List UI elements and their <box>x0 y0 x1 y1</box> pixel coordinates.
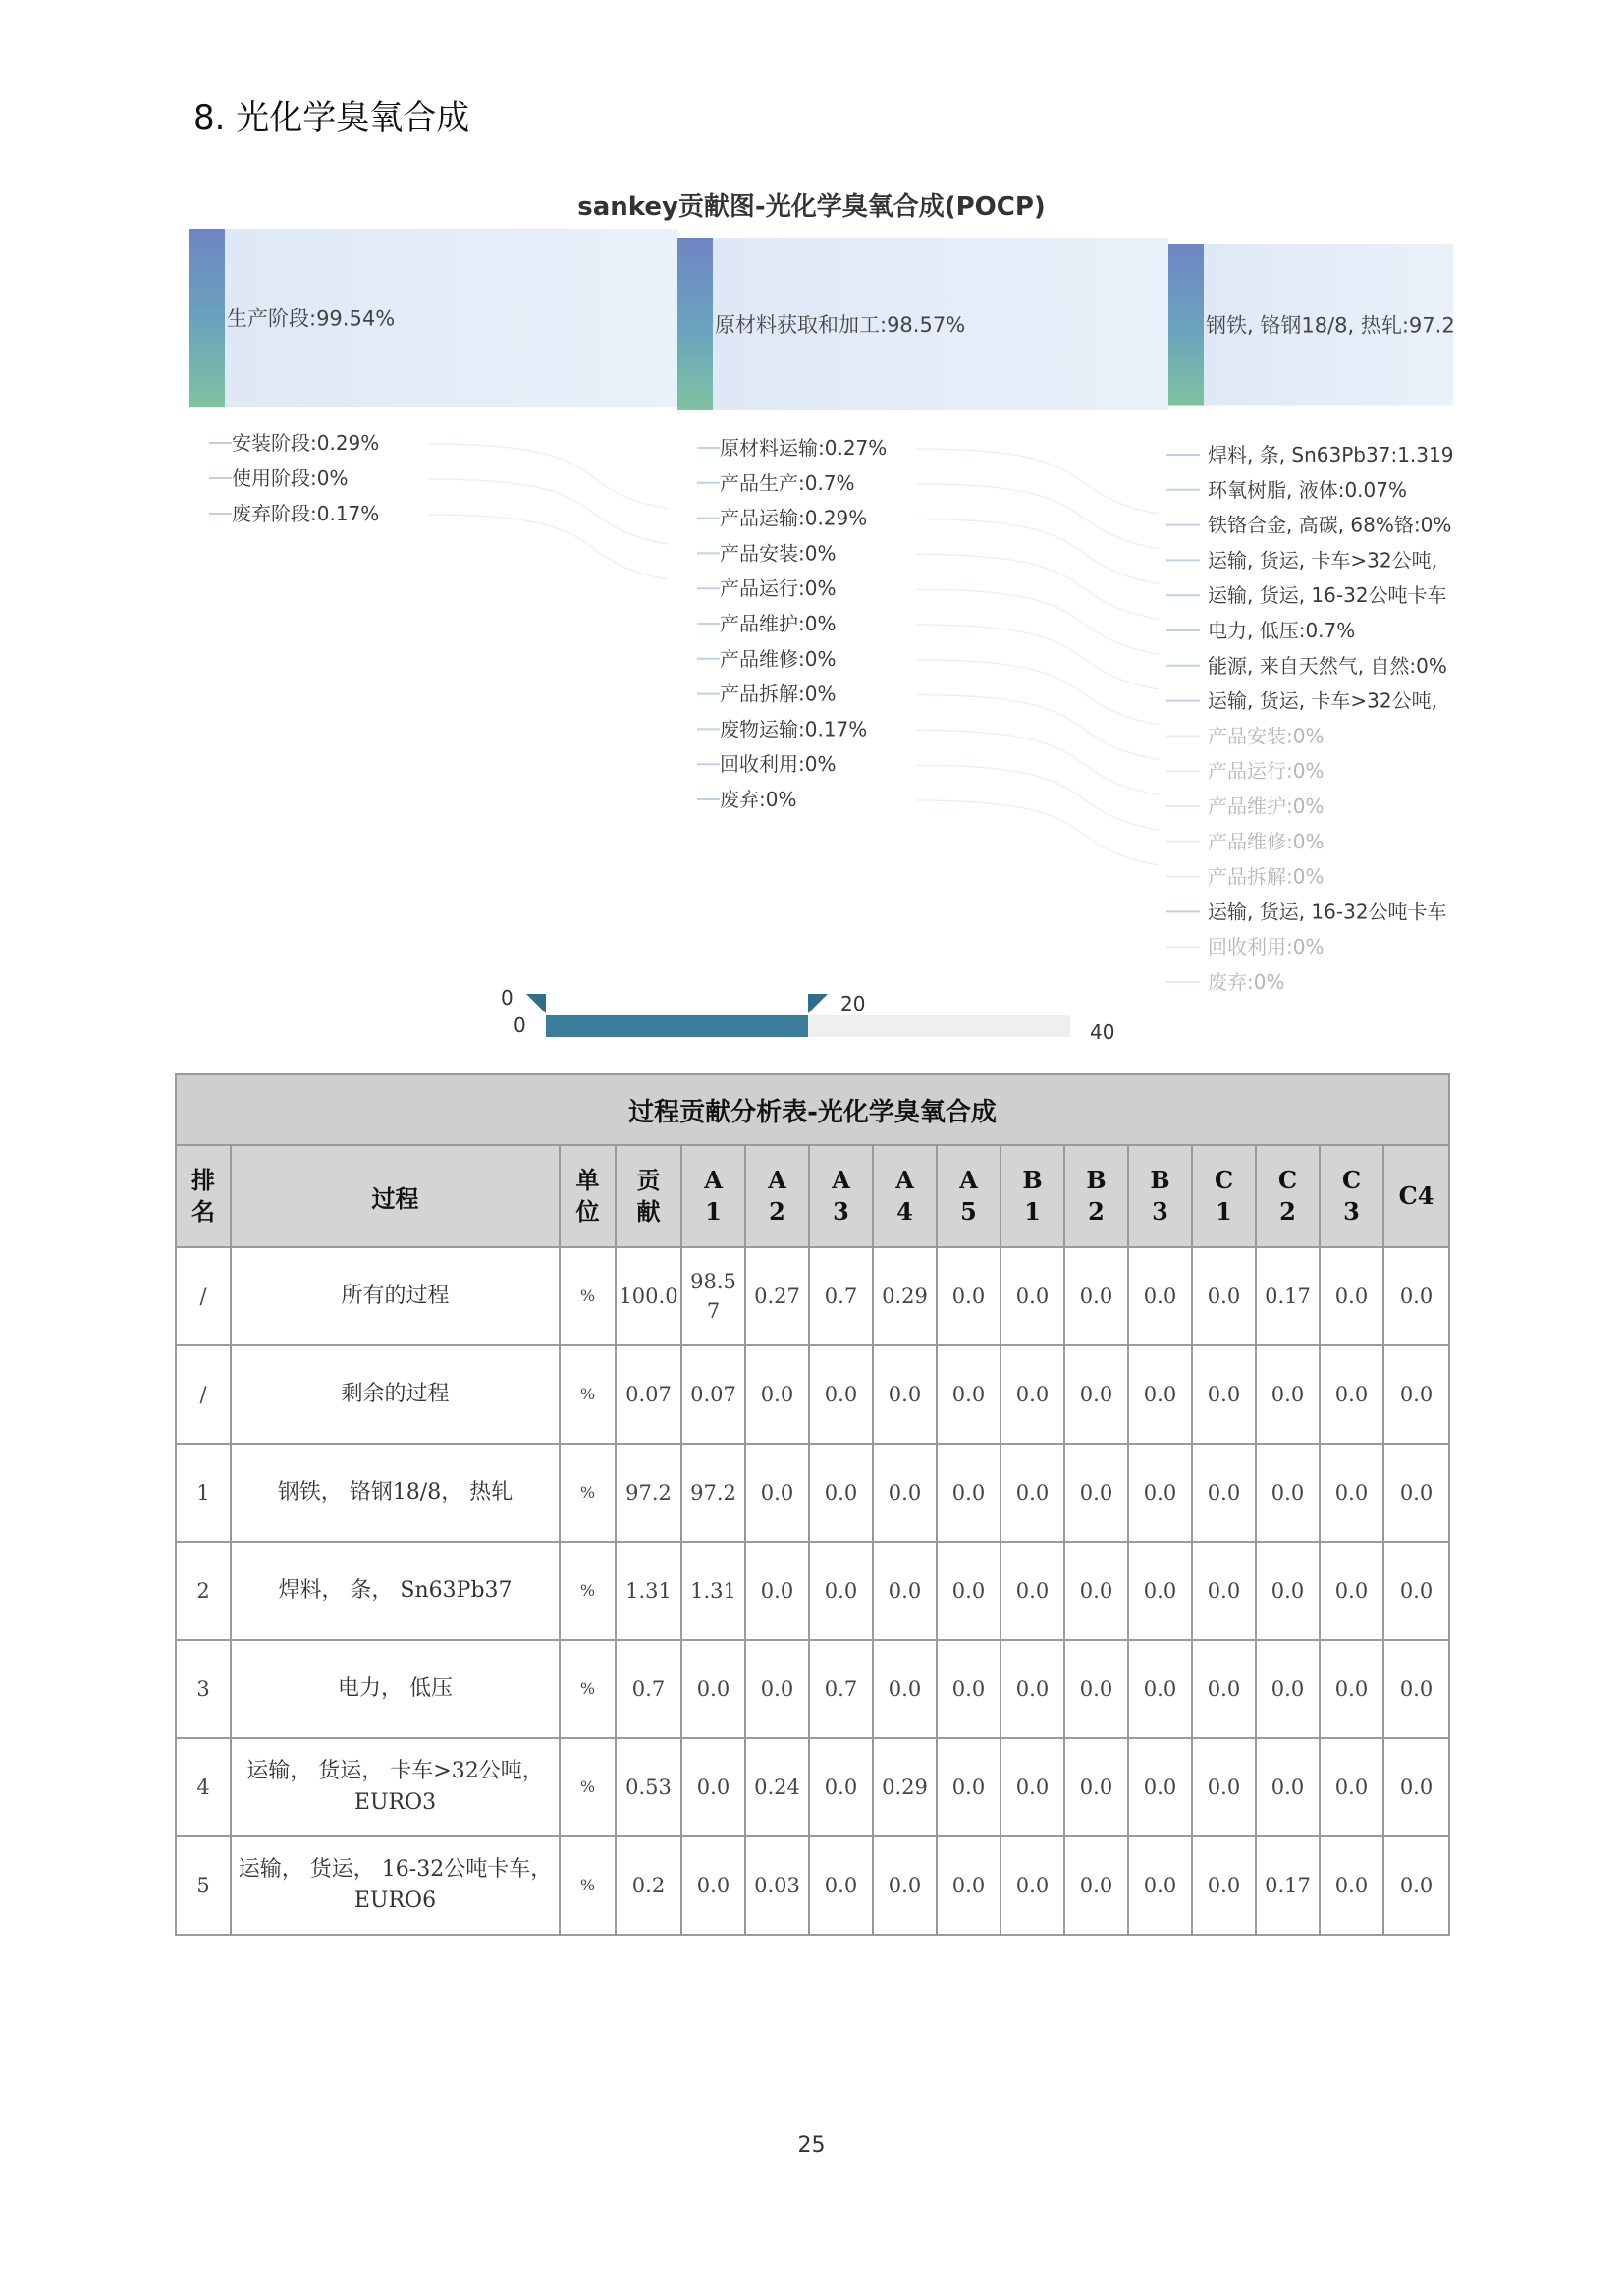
sankey-node-label: 环氧树脂, 液体:0.07% <box>1208 477 1407 502</box>
process-name-cell: 运输， 货运， 16-32公吨卡车， EURO6 <box>231 1836 560 1935</box>
table-cell: 0.0 <box>681 1836 745 1935</box>
table-cell: 0.0 <box>1383 1836 1449 1935</box>
sankey-node-label: 产品维护:0% <box>720 612 837 635</box>
table-cell: 5 <box>176 1836 231 1935</box>
table-cell: 0.0 <box>809 1542 873 1640</box>
table-cell: 0.0 <box>1064 1247 1128 1345</box>
sankey-node-3 <box>1168 244 1204 406</box>
table-cell: % <box>560 1345 616 1444</box>
column-header: A1 <box>681 1145 745 1247</box>
sankey-link <box>916 730 1159 794</box>
column-header: C3 <box>1320 1145 1383 1247</box>
table-cell: 0.0 <box>1001 1247 1064 1345</box>
column-header: B3 <box>1128 1145 1192 1247</box>
table-cell: 0.17 <box>1256 1247 1320 1345</box>
table-cell: 0.0 <box>1064 1738 1128 1836</box>
sankey-link <box>916 484 1159 549</box>
table-cell: 97.2 <box>681 1444 745 1542</box>
table-cell: 0.0 <box>1192 1640 1256 1738</box>
table-cell: 0.0 <box>1064 1640 1128 1738</box>
table-cell: 0.0 <box>1128 1640 1192 1738</box>
table-cell: 0.0 <box>1192 1738 1256 1836</box>
sankey-node-label: 焊料, 条, Sn63Pb37:1.319 <box>1208 443 1454 466</box>
slider-min-label: 0 <box>514 1013 526 1037</box>
sankey-node-label: 产品运输:0.29% <box>720 506 868 530</box>
column-header: A5 <box>937 1145 1001 1247</box>
sankey-node-label: 废物运输:0.17% <box>720 717 868 741</box>
table-cell: 0.0 <box>1192 1444 1256 1542</box>
table-cell: 0.0 <box>873 1640 937 1738</box>
table-cell: 0.0 <box>1128 1542 1192 1640</box>
sankey-chart <box>0 0 1623 1061</box>
sankey-node-label: 产品拆解:0% <box>1208 864 1325 889</box>
sankey-link <box>428 515 668 579</box>
table-cell: 3 <box>176 1640 231 1738</box>
column-header: C1 <box>1192 1145 1256 1247</box>
table-cell: 0.0 <box>1256 1640 1320 1738</box>
sankey-link <box>916 695 1159 760</box>
table-cell: 1.31 <box>681 1542 745 1640</box>
table-cell: 0.0 <box>1192 1836 1256 1935</box>
sankey-node-label: 产品维修:0% <box>720 646 837 671</box>
sankey-link <box>428 479 668 544</box>
range-slider[interactable] <box>526 994 1070 1037</box>
process-name-cell: 钢铁， 铬钢18/8， 热轧 <box>231 1444 560 1542</box>
slider-right-handle[interactable] <box>808 994 828 1013</box>
section-title: 8. 光化学臭氧合成 <box>193 98 470 137</box>
table-body <box>176 1247 1449 1935</box>
table-cell: 0.29 <box>873 1738 937 1836</box>
table-cell: % <box>560 1542 616 1640</box>
table-cell: 97.2 <box>616 1444 681 1542</box>
column-header: B1 <box>1001 1145 1064 1247</box>
sankey-link <box>428 444 668 509</box>
table-cell: 0.0 <box>1256 1542 1320 1640</box>
table-cell: 0.0 <box>745 1640 809 1738</box>
chart-title: sankey贡献图-光化学臭氧合成(POCP) <box>577 192 1046 222</box>
sankey-node-label: 安装阶段:0.29% <box>232 431 380 455</box>
table-cell: 0.0 <box>1320 1247 1383 1345</box>
slider-handle-value: 20 <box>840 992 866 1015</box>
slider-left-handle[interactable] <box>526 994 546 1013</box>
sankey-node-label: 废弃阶段:0.17% <box>232 502 380 525</box>
table-cell: 0.0 <box>1001 1836 1064 1935</box>
table-cell: 0.0 <box>1320 1836 1383 1935</box>
sankey-link <box>916 625 1159 689</box>
table-cell: 0.0 <box>1064 1542 1128 1640</box>
table-cell: 0.0 <box>809 1345 873 1444</box>
table-cell: 0.0 <box>1256 1345 1320 1444</box>
table-cell: 0.0 <box>745 1542 809 1640</box>
table-cell: 0.0 <box>1383 1738 1449 1836</box>
sankey-link <box>916 449 1159 514</box>
table-row <box>176 1542 1449 1640</box>
sankey-node-label: 产品维修:0% <box>1208 829 1325 853</box>
sankey-link <box>916 554 1159 619</box>
table-cell: 0.07 <box>681 1345 745 1444</box>
table-cell: 0.0 <box>1320 1640 1383 1738</box>
sankey-node-label: 运输, 货运, 卡车>32公吨, <box>1208 548 1437 573</box>
table-cell: 0.0 <box>1383 1444 1449 1542</box>
sankey-node-label: 能源, 来自天然气, 自然:0% <box>1208 653 1447 678</box>
table-cell: 0.0 <box>937 1738 1001 1836</box>
sankey-node-label: 使用阶段:0% <box>232 466 349 490</box>
sankey-link <box>916 660 1159 725</box>
slider-selected-range[interactable] <box>546 1015 808 1037</box>
sankey-main-label-3: 钢铁, 铬钢18/8, 热轧:97.2 <box>1206 313 1455 338</box>
sankey-node-label: 产品维护:0% <box>1208 794 1325 818</box>
process-name-cell: 运输， 货运， 卡车>32公吨， EURO3 <box>231 1738 560 1836</box>
table-cell: 0.0 <box>1128 1345 1192 1444</box>
page-number: 25 <box>797 2133 826 2158</box>
table-cell: 0.0 <box>745 1345 809 1444</box>
table-cell: 0.2 <box>616 1836 681 1935</box>
sankey-node-label: 产品生产:0.7% <box>720 470 855 495</box>
process-name-cell: 所有的过程 <box>231 1247 560 1345</box>
table-cell: 0.0 <box>809 1738 873 1836</box>
table-cell: 0.0 <box>873 1444 937 1542</box>
table-cell: % <box>560 1836 616 1935</box>
sankey-node-label: 产品安装:0% <box>1208 724 1325 748</box>
table-cell: 0.0 <box>1192 1345 1256 1444</box>
table-cell: 0.0 <box>1192 1247 1256 1345</box>
table-cell: / <box>176 1345 231 1444</box>
slider-max-label: 40 <box>1090 1020 1115 1044</box>
column-header: 单位 <box>560 1145 616 1247</box>
sankey-node-label: 产品安装:0% <box>720 541 837 566</box>
table-cell: 0.0 <box>1001 1444 1064 1542</box>
table-cell: 0.0 <box>681 1738 745 1836</box>
table-cell: 0.0 <box>1128 1738 1192 1836</box>
table-cell: 0.0 <box>937 1345 1001 1444</box>
column-header: 过程 <box>231 1145 560 1247</box>
table-cell: 0.0 <box>1064 1444 1128 1542</box>
column-header: A2 <box>745 1145 809 1247</box>
sankey-node-2 <box>677 238 713 410</box>
table-cell: 0.0 <box>1128 1836 1192 1935</box>
table-cell: 0.0 <box>1320 1542 1383 1640</box>
table-cell: 0.29 <box>873 1247 937 1345</box>
table-cell: 1.31 <box>616 1542 681 1640</box>
column-header: 排名 <box>176 1145 231 1247</box>
sankey-link <box>916 589 1159 654</box>
sankey-node-label: 回收利用:0% <box>720 752 837 777</box>
table-cell: 0.0 <box>1064 1836 1128 1935</box>
table-cell: % <box>560 1640 616 1738</box>
table-cell: 0.0 <box>1001 1345 1064 1444</box>
sankey-main-label-1: 生产阶段:99.54% <box>227 306 396 331</box>
column-header: C4 <box>1383 1145 1449 1247</box>
table-cell: 0.0 <box>1256 1738 1320 1836</box>
slider-min-label-top: 0 <box>501 986 514 1010</box>
table-cell: 0.0 <box>1192 1542 1256 1640</box>
table-cell: 0.0 <box>873 1836 937 1935</box>
table-cell: 0.0 <box>1383 1345 1449 1444</box>
table-cell: 0.24 <box>745 1738 809 1836</box>
table-row <box>176 1836 1449 1935</box>
sankey-node-label: 原材料运输:0.27% <box>720 436 888 460</box>
table-cell: 0.0 <box>1001 1738 1064 1836</box>
table-cell: 0.0 <box>873 1345 937 1444</box>
sankey-node-label: 废弃:0% <box>1208 970 1285 994</box>
table-cell: 0.0 <box>937 1542 1001 1640</box>
table-cell: 0.0 <box>745 1444 809 1542</box>
process-name-cell: 剩余的过程 <box>231 1345 560 1444</box>
table-cell: 0.7 <box>616 1640 681 1738</box>
table-cell: 0.0 <box>937 1247 1001 1345</box>
table-cell: 0.0 <box>1383 1542 1449 1640</box>
table-cell: 1 <box>176 1444 231 1542</box>
table-cell: / <box>176 1247 231 1345</box>
table-row <box>176 1345 1449 1444</box>
table-cell: 0.0 <box>1320 1444 1383 1542</box>
table-cell: 0.0 <box>937 1444 1001 1542</box>
table-cell: 0.0 <box>1064 1345 1128 1444</box>
sankey-node-label: 回收利用:0% <box>1208 935 1325 959</box>
table-cell: 0.0 <box>1383 1247 1449 1345</box>
table-cell: 0.0 <box>1128 1247 1192 1345</box>
table-cell: 0.0 <box>873 1542 937 1640</box>
sankey-link <box>916 765 1159 830</box>
table-cell: 0.0 <box>681 1640 745 1738</box>
table-cell: 0.0 <box>1320 1345 1383 1444</box>
table-cell: 0.0 <box>809 1444 873 1542</box>
sankey-node-label: 铁铬合金, 高碳, 68%铬:0% <box>1208 513 1452 537</box>
table-cell: 4 <box>176 1738 231 1836</box>
table-cell: 0.0 <box>1001 1640 1064 1738</box>
table-cell: 2 <box>176 1542 231 1640</box>
table-cell: 0.53 <box>616 1738 681 1836</box>
column-header: A4 <box>873 1145 937 1247</box>
column-header: C2 <box>1256 1145 1320 1247</box>
table-cell: 0.0 <box>1128 1444 1192 1542</box>
column-header: A3 <box>809 1145 873 1247</box>
table-cell: 0.07 <box>616 1345 681 1444</box>
table-cell: % <box>560 1444 616 1542</box>
sankey-node-label: 产品运行:0% <box>720 576 837 601</box>
table-row <box>176 1444 1449 1542</box>
process-contribution-table <box>175 1073 1450 1936</box>
table-cell: 0.0 <box>1320 1738 1383 1836</box>
table-row <box>176 1247 1449 1345</box>
sankey-main-label-2: 原材料获取和加工:98.57% <box>715 312 966 337</box>
table-caption: 过程贡献分析表-光化学臭氧合成 <box>176 1074 1449 1145</box>
table-cell: 0.27 <box>745 1247 809 1345</box>
sankey-node-label: 废弃:0% <box>720 788 797 811</box>
process-name-cell: 电力， 低压 <box>231 1640 560 1738</box>
table-cell: 0.0 <box>1001 1542 1064 1640</box>
sankey-node-label: 运输, 货运, 16-32公吨卡车 <box>1208 583 1447 608</box>
table-cell: 0.17 <box>1256 1836 1320 1935</box>
process-name-cell: 焊料， 条， Sn63Pb37 <box>231 1542 560 1640</box>
table-cell: 98.57 <box>681 1247 745 1345</box>
column-header: 贡献 <box>616 1145 681 1247</box>
table-cell: 0.0 <box>1383 1640 1449 1738</box>
sankey-node-label: 产品运行:0% <box>1208 759 1325 784</box>
table-cell: 100.0 <box>616 1247 681 1345</box>
table-cell: 0.0 <box>809 1836 873 1935</box>
table-header-row <box>176 1145 1449 1247</box>
sankey-node-label: 电力, 低压:0.7% <box>1208 619 1356 642</box>
column-header: B2 <box>1064 1145 1128 1247</box>
table-cell: % <box>560 1738 616 1836</box>
table-cell: % <box>560 1247 616 1345</box>
sankey-node-label: 运输, 货运, 16-32公吨卡车 <box>1208 900 1447 924</box>
sankey-node-1 <box>189 229 225 407</box>
table-cell: 0.0 <box>1256 1444 1320 1542</box>
table-cell: 0.7 <box>809 1640 873 1738</box>
table-cell: 0.7 <box>809 1247 873 1345</box>
table-cell: 0.03 <box>745 1836 809 1935</box>
table-row <box>176 1738 1449 1836</box>
table-row <box>176 1640 1449 1738</box>
sankey-link <box>916 519 1159 584</box>
table-cell: 0.0 <box>937 1836 1001 1935</box>
sankey-link <box>916 800 1159 865</box>
table-cell: 0.0 <box>937 1640 1001 1738</box>
sankey-node-label: 产品拆解:0% <box>720 682 837 706</box>
sankey-node-label: 运输, 货运, 卡车>32公吨, <box>1208 688 1437 713</box>
